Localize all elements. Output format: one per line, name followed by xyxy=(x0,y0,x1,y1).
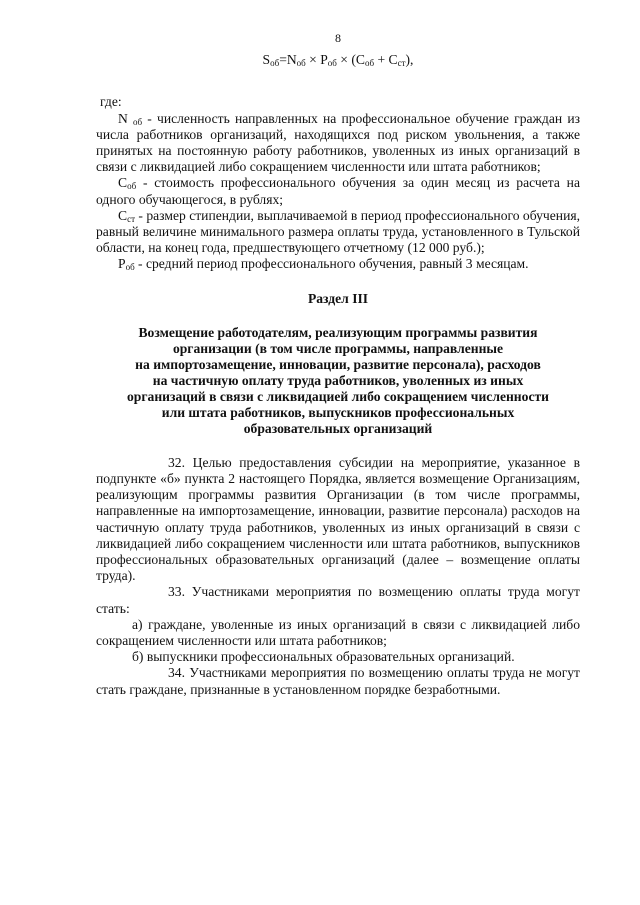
paragraph-34 xyxy=(96,665,580,697)
section-heading xyxy=(96,325,580,437)
paragraph-33 xyxy=(96,584,580,616)
formula-part: =N xyxy=(279,52,297,68)
formula-sub: об xyxy=(327,58,337,69)
section-heading-line: или штата работников, выпускников профессиональных xyxy=(161,404,515,420)
definition-p-ob xyxy=(96,256,580,272)
def-text: - стоимость профессионального обучения за один месяц из расчета на одного обучающегося, в рублях; xyxy=(96,175,580,207)
section-title: Раздел III xyxy=(307,290,369,306)
def-symbol: N xyxy=(118,110,128,126)
formula-part: × (C xyxy=(336,52,365,68)
definition-c-ob xyxy=(96,175,580,207)
section-heading-line: образовательных организаций xyxy=(243,420,433,436)
paragraph-text: Участниками мероприятия по возмещению оплаты труда не могут стать граждане, признанные в установленном порядке безработными. xyxy=(96,665,581,697)
paragraph-number: 33. xyxy=(168,584,185,600)
def-symbol: P xyxy=(118,256,126,272)
def-sub: об xyxy=(127,181,137,192)
def-sub: об xyxy=(133,116,143,127)
where-label: где: xyxy=(100,94,122,110)
paragraph-number: 34. xyxy=(168,665,185,681)
paragraph-33-a: а) граждане, уволенные из иных организаций в связи с ликвидацией либо сокращением численности или штата работников; xyxy=(96,616,580,649)
section-heading-line: организаций в связи с ликвидацией либо сокращением численности xyxy=(127,388,549,404)
formula xyxy=(96,52,580,68)
def-symbol: C xyxy=(118,175,128,191)
def-text: - средний период профессионального обучения, равный 3 месяцам. xyxy=(134,256,529,272)
def-symbol: C xyxy=(118,207,128,223)
def-text: - численность направленных на профессиональное обучение граждан из числа работников организаций, находящихся под риском увольнения, а также принятых на постоянную работу работников, уволенных из иных организаций в связи с ликвидацией либо сокращением численности или штата работников; xyxy=(96,110,580,175)
def-sub: ст xyxy=(127,213,136,224)
section-heading-line: организации (в том числе программы, направленные xyxy=(172,340,504,356)
formula-sub: об xyxy=(296,58,306,69)
section-heading-line: на импортозамещение, инновации, развитие персонала), расходов xyxy=(135,356,541,372)
formula-part: ), xyxy=(405,52,414,68)
page-number: 8 xyxy=(335,31,341,45)
formula-sub: ст xyxy=(397,58,406,69)
formula-sub: об xyxy=(270,58,280,69)
definition-c-st xyxy=(96,208,580,257)
formula-part: + C xyxy=(374,52,398,68)
section-heading-line: на частичную оплату труда работников, уволенных из иных xyxy=(152,372,524,388)
paragraph-number: 32. xyxy=(168,454,185,470)
definition-n xyxy=(96,111,580,176)
formula-sub: об xyxy=(364,58,375,69)
section-heading-line: Возмещение работодателям, реализующим программы развития xyxy=(138,324,538,340)
def-text: - размер стипендии, выплачиваемой в период профессионального обучения, равный величине минимального размера оплаты труда, установленного в Тульской области, на конец года, предшествующего отчетному (12 000 руб.); xyxy=(96,207,580,256)
paragraph-text: Целью предоставления субсидии на мероприятие, указанное в подпункте «б» пункта 2 настоящего Порядка, является возмещение Организациям, реализующим программы развития Организации (в том числе программы, направленные на импортозамещение, инновации, развитие персонала) расходов на частичную оплату труда работников, уволенных из иных организаций в связи с ликвидацией либо сокращением численности или штата работников, выпускников профессиональных образовательных организаций (далее – возмещение оплаты труда). xyxy=(96,454,580,584)
paragraph-32 xyxy=(96,455,580,585)
paragraph-text: Участниками мероприятия по возмещению оплаты труда могут стать: xyxy=(96,584,580,616)
formula-part: × P xyxy=(305,52,328,68)
def-sub: об xyxy=(125,262,135,273)
paragraph-33-b: б) выпускники профессиональных образовательных организаций. xyxy=(132,649,515,665)
formula-part: S xyxy=(262,52,271,68)
